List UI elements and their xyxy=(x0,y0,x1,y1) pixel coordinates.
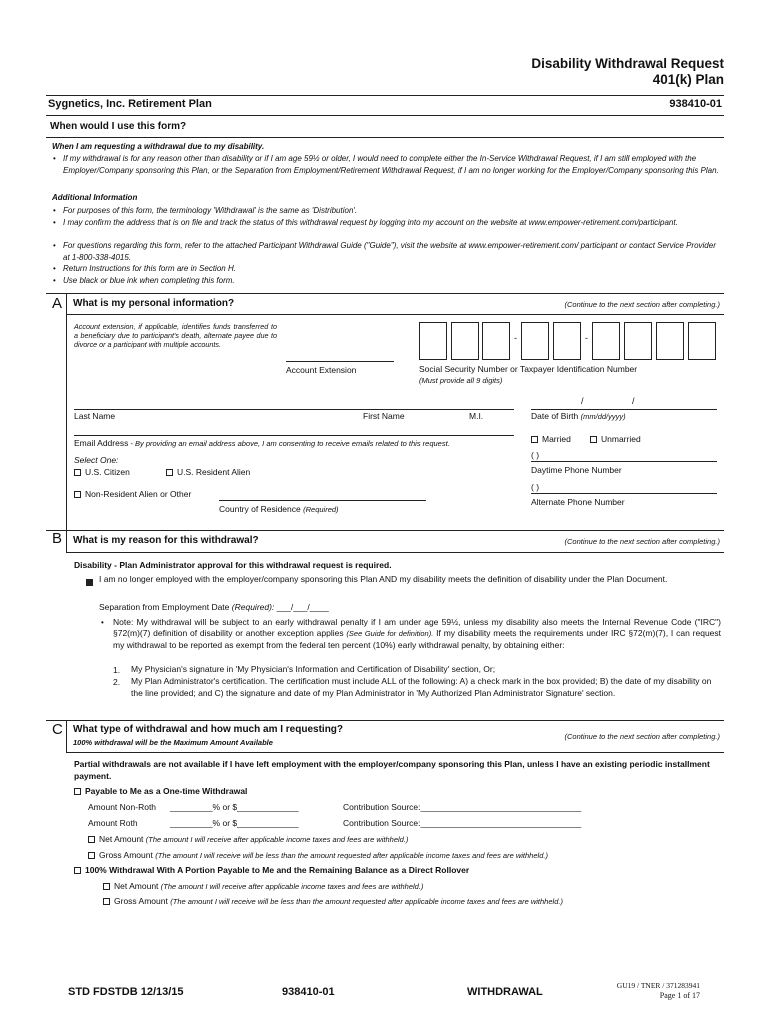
checkbox-icon xyxy=(74,788,81,795)
rule xyxy=(46,115,724,116)
rule xyxy=(46,530,724,531)
rollover-checkbox[interactable]: 100% Withdrawal With A Portion Payable to Me and the Remaining Balance as a Direct Rollover xyxy=(74,865,469,875)
ssn-digit-box[interactable] xyxy=(624,322,652,360)
net-amount-checkbox[interactable]: Net Amount (The amount I will receive after applicable income taxes and fees are withheld.) xyxy=(88,834,408,844)
checkbox-icon xyxy=(103,883,110,890)
ssn-digit-box[interactable] xyxy=(592,322,620,360)
us-citizen-checkbox[interactable]: U.S. Citizen xyxy=(74,467,130,477)
checkbox-icon xyxy=(88,836,95,843)
rule xyxy=(66,552,724,553)
ssn-label: Social Security Number or Taxpayer Identification Number xyxy=(419,364,638,374)
disability-option-checkbox[interactable] xyxy=(86,577,97,587)
footer-plan-number: 938410-01 xyxy=(282,986,335,998)
daytime-phone-input[interactable] xyxy=(531,461,717,462)
name-input-line[interactable] xyxy=(74,409,514,410)
penalty-note: Note: My withdrawal will be subject to an early withdrawal penalty if I am under age 59½, unless my disability also meets the Internal Revenue Code ("IRC") §72(m)(7) definition of disability or another exception applies (See Guide for definition). If my disability meets the requirements under IRC §72(m)(7), I can request my withdrawal to be reported as exempt from the federal ten percent (10%) early withdrawal penalty, by obtaining either: xyxy=(113,617,722,650)
select-one-label: Select One: xyxy=(74,455,119,465)
email-input[interactable] xyxy=(74,435,514,436)
approval-note: Disability - Plan Administrator approval for this withdrawal request is required. xyxy=(74,560,392,570)
section-c-letter: C xyxy=(52,721,63,738)
footer-form-id: STD FDSTDB 12/13/15 xyxy=(68,986,184,998)
checkbox-icon xyxy=(590,436,597,443)
rule xyxy=(46,720,724,721)
section-c-sub: 100% withdrawal will be the Maximum Amount Available xyxy=(73,738,273,747)
daytime-phone-label: Daytime Phone Number xyxy=(531,465,622,475)
section-divider xyxy=(66,530,67,552)
unmarried-checkbox[interactable]: Unmarried xyxy=(590,434,641,444)
checkbox-icon xyxy=(74,867,81,874)
separation-date-field[interactable]: Separation from Employment Date (Required): ___/___/____ xyxy=(99,602,329,612)
plan-number: 938410-01 xyxy=(669,98,722,110)
checkbox-icon xyxy=(103,898,110,905)
email-label: Email Address - By providing an email address above, I am consenting to receive emails related to this request. xyxy=(74,438,450,448)
section-b-heading: What is my reason for this withdrawal? xyxy=(73,535,259,546)
footer-type: WITHDRAWAL xyxy=(467,986,543,998)
non-roth-source-input[interactable]: Contribution Source:__________________________________ xyxy=(343,802,582,812)
us-resident-alien-checkbox[interactable]: U.S. Resident Alien xyxy=(166,467,250,477)
checkbox-icon xyxy=(74,469,81,476)
rule xyxy=(46,95,724,96)
non-resident-checkbox[interactable]: Non-Resident Alien or Other xyxy=(74,489,191,499)
ssn-digit-box[interactable] xyxy=(688,322,716,360)
note-item-2: My Plan Administrator's certification. The certification must include ALL of the following: A) a check mark in the box provided; B) the date of my disability on the line provided; and C) the signature and date of my Plan Administrator in 'My Authorized Plan Administrator Signature' section. xyxy=(131,676,712,698)
ssn-digit-box[interactable] xyxy=(451,322,479,360)
plan-name: Sygnetics, Inc. Retirement Plan xyxy=(48,98,212,110)
ssn-note: (Must provide all 9 digits) xyxy=(419,376,503,385)
roth-amount-input[interactable]: _________% or $_____________ xyxy=(170,818,299,828)
section-a-continue: (Continue to the next section after completing.) xyxy=(564,300,720,309)
account-extension-note: Account extension, if applicable, identifies funds transferred to a beneficiary due to participant's death, alternate payee due to divorce or a participant with multiple accounts. xyxy=(74,322,277,349)
footer-page: Page 1 of 17 xyxy=(659,991,700,1000)
dob-input[interactable] xyxy=(531,409,717,410)
checkbox-icon xyxy=(531,436,538,443)
section-divider xyxy=(66,720,67,752)
disability-option-label: I am no longer employed with the employer/company sponsoring this Plan AND my disability meets the definition of disability under the Plan Document. xyxy=(99,574,668,584)
when-bullet-4: For questions regarding this form, refer to the attached Participant Withdrawal Guide ("Guide"), visit the website at www.empower-retirement.com/ participant or contact Service Provider at 1-800-338-4015. xyxy=(63,241,716,262)
form-subtitle: 401(k) Plan xyxy=(652,72,724,87)
when-bullet-3: I may confirm the address that is on file and track the status of this withdrawal request by logging into my account on the website at www.empower-retirement.com/participant. xyxy=(63,218,678,227)
checkbox-icon xyxy=(166,469,173,476)
roth-source-input[interactable]: Contribution Source:__________________________________ xyxy=(343,818,582,828)
non-roth-label: Amount Non-Roth xyxy=(88,802,157,812)
last-name-label: Last Name xyxy=(74,411,116,421)
section-b-continue: (Continue to the next section after completing.) xyxy=(564,537,720,546)
account-extension-label: Account Extension xyxy=(286,365,357,375)
gross-amount-checkbox[interactable]: Gross Amount (The amount I will receive will be less than the amount requested after applicable income taxes and fees are withheld.) xyxy=(88,850,548,860)
rollover-gross-checkbox[interactable]: Gross Amount (The amount I will receive will be less than the amount requested after applicable income taxes and fees are withheld.) xyxy=(103,896,563,906)
checkbox-checked-icon xyxy=(86,579,93,586)
section-c-heading: What type of withdrawal and how much am I requesting? xyxy=(73,724,344,735)
section-b-letter: B xyxy=(52,530,63,547)
alternate-phone-input[interactable] xyxy=(531,493,717,494)
note-item-1: My Physician's signature in 'My Physician's Information and Certification of Disability' section, Or; xyxy=(131,664,496,674)
footer-ref: GU19 / TNER / 371283941 xyxy=(616,981,700,990)
non-roth-amount-input[interactable]: _________% or $_____________ xyxy=(170,802,299,812)
alternate-phone-label: Alternate Phone Number xyxy=(531,497,625,507)
section-a-heading: What is my personal information? xyxy=(73,298,235,309)
checkbox-icon xyxy=(88,852,95,859)
rule xyxy=(46,293,724,294)
partial-note: Partial withdrawals are not available if I have left employment with the employer/company sponsoring this Plan, unless I have an existing periodic installment payment. xyxy=(74,759,710,781)
rule xyxy=(66,314,724,315)
rule xyxy=(66,752,724,753)
section-a-letter: A xyxy=(52,295,63,312)
ssn-digit-box[interactable] xyxy=(521,322,549,360)
married-checkbox[interactable]: Married xyxy=(531,434,571,444)
dob-label: Date of Birth (mm/dd/yyyy) xyxy=(531,411,626,421)
country-input[interactable] xyxy=(219,500,426,501)
first-name-label: First Name xyxy=(363,411,405,421)
when-sub1: When I am requesting a withdrawal due to my disability. xyxy=(52,142,265,151)
roth-label: Amount Roth xyxy=(88,818,138,828)
when-heading: When would I use this form? xyxy=(50,121,187,132)
section-c-continue: (Continue to the next section after completing.) xyxy=(564,732,720,741)
one-time-checkbox[interactable]: Payable to Me as a One-time Withdrawal xyxy=(74,786,247,796)
when-bullet-1: If my withdrawal is for any reason other than disability or if I am age 59½ or older, I would need to complete either the In-Service Withdrawal Request, if I am still employed with the Employer/Company sponsoring this Plan, or the Separation from Employment/Retirement Withdrawal Request, if I am no longer working for the Employer/Company sponsoring this Plan. xyxy=(63,154,719,175)
account-extension-input[interactable] xyxy=(286,361,394,362)
rule xyxy=(46,137,724,138)
country-label: Country of Residence (Required) xyxy=(219,504,339,514)
ssn-digit-box[interactable] xyxy=(482,322,510,360)
checkbox-icon xyxy=(74,491,81,498)
ssn-digit-box[interactable] xyxy=(419,322,447,360)
when-bullet-5: Return Instructions for this form are in Section H. xyxy=(63,264,236,273)
when-bullet-6: Use black or blue ink when completing this form. xyxy=(63,276,235,285)
when-bullet-2: For purposes of this form, the terminology 'Withdrawal' is the same as 'Distribution'. xyxy=(63,206,358,215)
section-divider xyxy=(66,293,67,530)
form-title: Disability Withdrawal Request xyxy=(531,56,724,71)
mi-label: M.I. xyxy=(469,411,484,421)
rollover-net-checkbox[interactable]: Net Amount (The amount I will receive after applicable income taxes and fees are withheld.) xyxy=(103,881,423,891)
ssn-digit-box[interactable] xyxy=(553,322,581,360)
ssn-digit-box[interactable] xyxy=(656,322,684,360)
when-sub2: Additional Information xyxy=(52,193,138,202)
